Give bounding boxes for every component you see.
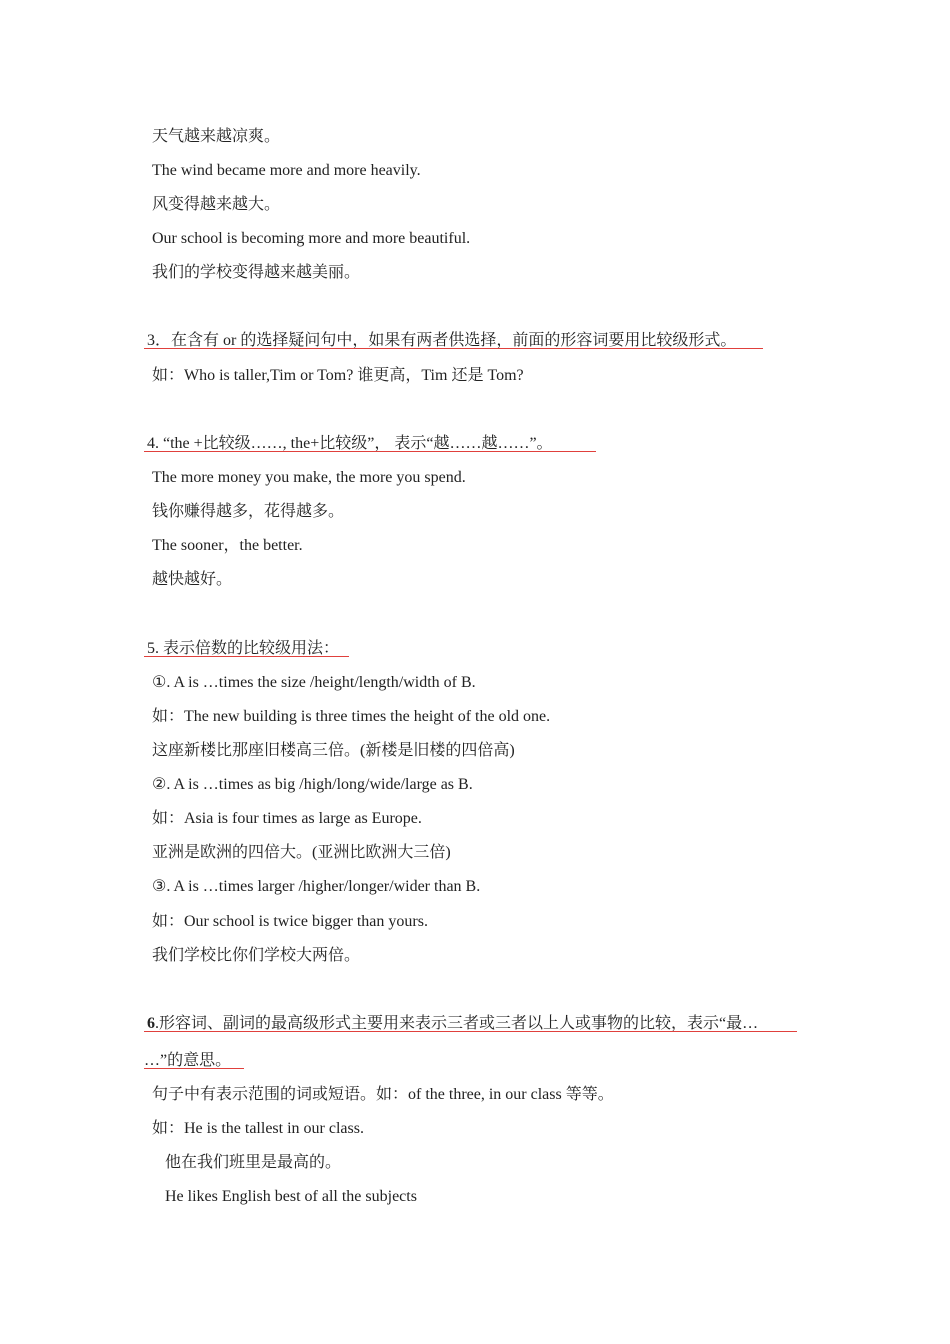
text-line: 如：The new building is three times the height of the old one. [152,708,551,725]
heading-underline [144,1031,797,1032]
text-line: 风变得越来越大。 [152,196,281,213]
section-5-heading: 5. 表示倍数的比较级用法： [147,640,340,657]
section-4-heading: 4. “the +比较级……, the+比较级”， 表示“越……越……”。 [147,435,553,452]
section-6-heading-text: .形容词、副词的最高级形式主要用来表示三者或三者以上人或事物的比较，表示“最… [155,1015,759,1032]
text-line: ①. A is …times the size /height/length/width of B. [152,674,476,691]
text-line: 这座新楼比那座旧楼高三倍。(新楼是旧楼的四倍高) [152,742,515,759]
heading-underline [144,451,596,452]
text-line: Our school is becoming more and more beautiful. [152,230,471,247]
section-6-number: 6 [147,1015,155,1032]
text-line: ②. A is …times as big /high/long/wide/large as B. [152,776,473,793]
text-line: The wind became more and more heavily. [152,162,421,179]
text-line: The sooner，the better. [152,537,303,554]
text-line: He likes English best of all the subjects [165,1188,417,1205]
text-line: 如：Our school is twice bigger than yours. [152,913,428,930]
text-line: 越快越好。 [152,571,233,588]
text-line: 如：Asia is four times as large as Europe. [152,810,422,827]
text-line: 钱你赚得越多，花得越多。 [152,503,345,520]
text-line: 如：He is the tallest in our class. [152,1120,364,1137]
heading-underline [144,1068,244,1069]
text-line: 他在我们班里是最高的。 [165,1154,342,1171]
text-line: 亚洲是欧洲的四倍大。(亚洲比欧洲大三倍) [152,844,451,861]
text-line: 天气越来越凉爽。 [152,128,281,145]
text-line: ③. A is …times larger /higher/longer/wider than B. [152,878,481,895]
text-line: 我们学校比你们学校大两倍。 [152,947,361,964]
text-line: 我们的学校变得越来越美丽。 [152,264,361,281]
example-line: 如：Who is taller,Tim or Tom? 谁更高，Tim 还是 Tom? [152,367,524,384]
section-3-heading: 3．在含有 or 的选择疑问句中，如果有两者供选择，前面的形容词要用比较级形式。 [147,332,737,349]
heading-underline [144,656,349,657]
section-6-heading-line2: …”的意思。 [144,1052,232,1069]
text-line: The more money you make, the more you spend. [152,469,466,486]
text-line: 句子中有表示范围的词或短语。如：of the three, in our class 等等。 [152,1086,614,1103]
heading-underline [144,348,763,349]
